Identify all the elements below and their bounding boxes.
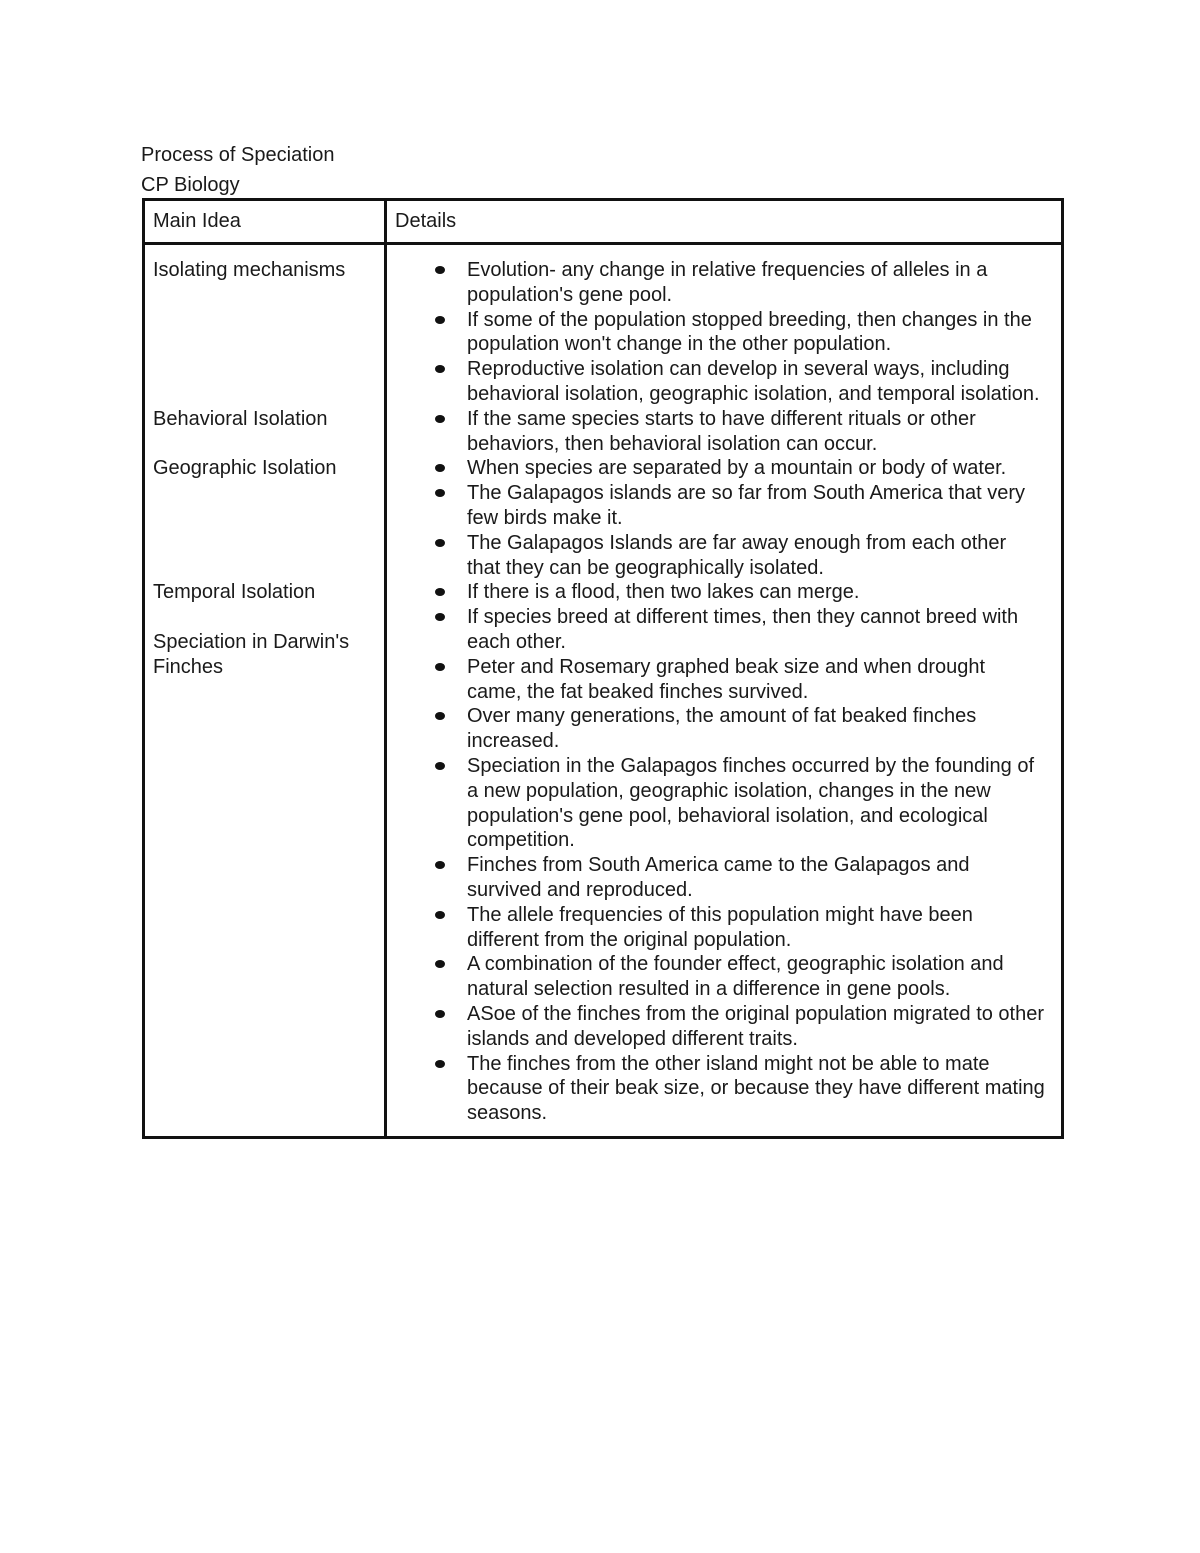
main-idea-cell bbox=[144, 244, 386, 1138]
spacer bbox=[153, 432, 376, 457]
bullet-icon bbox=[435, 911, 445, 919]
detail-text: The Galapagos Islands are far away enough from each other that they can be geographically isolated. bbox=[467, 531, 1007, 579]
details-cell bbox=[386, 244, 1063, 1138]
detail-text: If species breed at different times, then they cannot breed with each other. bbox=[467, 606, 1019, 653]
bullet-icon bbox=[435, 588, 445, 596]
bullet-icon bbox=[435, 365, 445, 373]
spacer bbox=[153, 531, 376, 556]
spacer bbox=[153, 506, 376, 531]
main-idea-isolating-mechanisms: Isolating mechanisms bbox=[153, 259, 346, 281]
main-idea-geographic-isolation: Geographic Isolation bbox=[153, 457, 337, 480]
bullet-icon bbox=[435, 861, 445, 869]
bullet-icon bbox=[435, 663, 445, 671]
document-subtitle: CP Biology bbox=[141, 174, 240, 196]
table-header-row bbox=[144, 200, 1063, 244]
list-item bbox=[395, 704, 1053, 754]
detail-text: A combination of the founder effect, geographic isolation and natural selection resulted in a difference in gene pools. bbox=[467, 953, 1004, 1001]
detail-text: Peter and Rosemary graphed beak size and when drought came, the fat beaked finches survived. bbox=[467, 655, 986, 703]
spacer bbox=[153, 556, 376, 581]
bullet-icon bbox=[435, 1060, 445, 1068]
detail-text: If the same species starts to have different rituals or other behaviors, then behavioral isolation can occur. bbox=[467, 407, 976, 455]
bullet-icon bbox=[435, 613, 445, 621]
detail-text: If some of the population stopped breeding, then changes in the population won't change in the other population. bbox=[467, 308, 1032, 356]
document-title: Process of Speciation bbox=[141, 144, 335, 166]
bullet-icon bbox=[435, 1010, 445, 1018]
bullet-icon bbox=[435, 960, 445, 968]
bullet-icon bbox=[435, 712, 445, 720]
list-item bbox=[395, 407, 1053, 457]
bullet-icon bbox=[435, 539, 445, 547]
bullet-icon bbox=[435, 489, 445, 497]
list-item bbox=[395, 853, 1053, 903]
table-row bbox=[144, 244, 1063, 1138]
detail-text: The allele frequencies of this population might have been different from the original population. bbox=[467, 903, 973, 951]
detail-text: Evolution- any change in relative frequencies of alleles in a population's gene pool. bbox=[467, 259, 988, 306]
list-item bbox=[395, 605, 1053, 655]
detail-text: Reproductive isolation can develop in several ways, including behavioral isolation, geographic isolation, and temporal isolation. bbox=[467, 358, 1040, 405]
spacer bbox=[153, 605, 376, 630]
detail-text: The Galapagos islands are so far from South America that very few birds make it. bbox=[467, 482, 1026, 529]
detail-text: The finches from the other island might not be able to mate because of their beak size, or because they have different mating seasons. bbox=[467, 1052, 1045, 1125]
list-item bbox=[395, 258, 1053, 308]
list-item bbox=[395, 1002, 1053, 1052]
main-idea-temporal-isolation: Temporal Isolation bbox=[153, 581, 316, 604]
list-item bbox=[395, 903, 1053, 953]
notes-table bbox=[142, 198, 1064, 1139]
detail-text: Over many generations, the amount of fat beaked finches increased. bbox=[467, 705, 977, 753]
list-item bbox=[395, 1052, 1053, 1126]
detail-text: When species are separated by a mountain or body of water. bbox=[467, 457, 1007, 480]
detail-text: If there is a flood, then two lakes can merge. bbox=[467, 581, 860, 604]
list-item bbox=[395, 481, 1053, 531]
header-details: Details bbox=[386, 200, 1063, 244]
header-main-idea: Main Idea bbox=[144, 200, 386, 244]
list-item bbox=[395, 357, 1053, 407]
spacer bbox=[153, 481, 376, 506]
bullet-icon bbox=[435, 266, 445, 274]
bullet-icon bbox=[435, 415, 445, 423]
list-item bbox=[395, 580, 1053, 605]
main-idea-darwins-finches: Speciation in Darwin's Finches bbox=[153, 630, 350, 678]
detail-text: ASoe of the finches from the original population migrated to other islands and developed different traits. bbox=[467, 1002, 1045, 1050]
list-item bbox=[395, 754, 1053, 853]
list-item bbox=[395, 952, 1053, 1002]
detail-text: Finches from South America came to the Galapagos and survived and reproduced. bbox=[467, 854, 970, 901]
main-idea-behavioral-isolation: Behavioral Isolation bbox=[153, 407, 328, 430]
bullet-icon bbox=[435, 762, 445, 770]
bullet-icon bbox=[435, 464, 445, 472]
list-item bbox=[395, 531, 1053, 581]
list-item bbox=[395, 308, 1053, 358]
bullet-icon bbox=[435, 316, 445, 324]
details-list bbox=[395, 258, 1053, 1126]
spacer bbox=[153, 283, 376, 407]
list-item bbox=[395, 456, 1053, 481]
detail-text: Speciation in the Galapagos finches occurred by the founding of a new population, geographic isolation, changes in the new population's gene pool, behavioral isolation, and ecological competition. bbox=[467, 754, 1035, 852]
list-item bbox=[395, 655, 1053, 705]
document-header bbox=[141, 140, 334, 200]
